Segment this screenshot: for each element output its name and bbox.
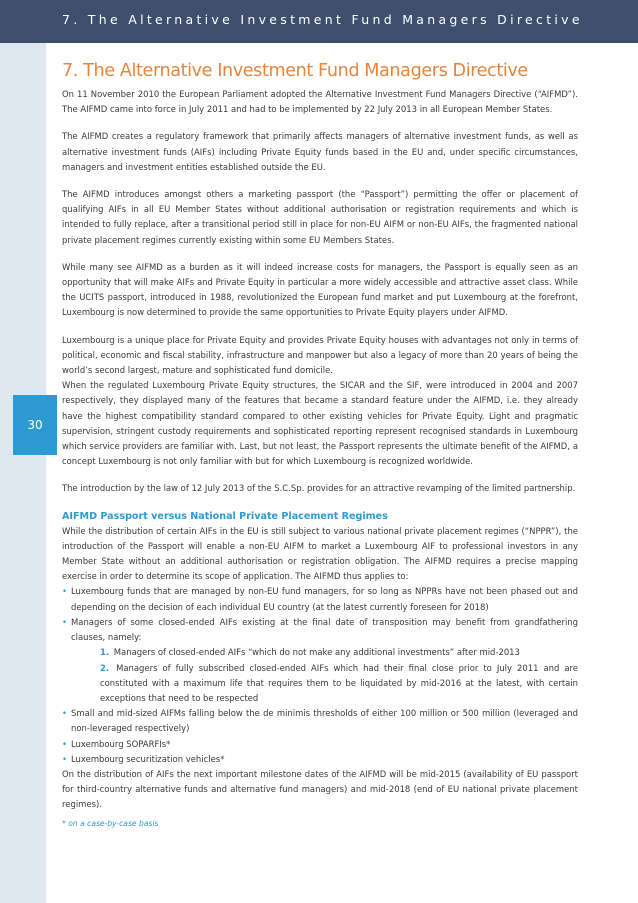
section-heading: AIFMD Passport versus National Private Placement Regimes (62, 510, 388, 522)
list-item (62, 752, 578, 767)
sub-list-item (91, 661, 578, 707)
paragraph: While many see AIFMD as a burden as it will indeed increase costs for managers, the Passport is equally seen as an opportunity that will make AIFs and Private Equity in particular a more widely accessible and attractive asset class. While the UCITS passport, introduced in 1988, revolutionized the European fund market and put Luxembourg at the forefront, Luxembourg is now determined to provide the same opportunities to Private Equity players under AIFMD. (62, 261, 578, 318)
sub-item-number: 1. (100, 647, 110, 658)
sub-item-number: 2. (100, 662, 110, 673)
scope-list (62, 584, 578, 766)
bullet-icon: • (62, 738, 67, 749)
grandfathering-list (71, 645, 578, 706)
closing-paragraph: On the distribution of AIFs the next important milestone dates of the AIFMD will be mid-2015 (availability of EU passport for third-country alternative funds and alternative fund managers) and mid-2018 (end of EU national private placement regimes). (62, 768, 578, 810)
main-content (62, 61, 578, 828)
list-item (62, 706, 578, 736)
section-intro: While the distribution of certain AIFs in the EU is still subject to various national private placement regimes (“NPPR”), the introduction of the Passport will enable a non-EU AIFM to market a Luxembourg AIF to professional investors in any Member State without an additional authorisation or registration obligation. The AIFMD requires a precise mapping exercise in order to determine its scope of application. The AIFMD thus applies to: (62, 525, 578, 582)
footnote: * on a case-by-case basis (62, 818, 159, 828)
list-item-text: Luxembourg SOPARFIs* (71, 738, 171, 749)
bullet-icon: • (62, 586, 67, 597)
page-number: 30 (13, 395, 57, 455)
sub-item-text: Managers of fully subscribed closed-ended AIFs which had their final close prior to July 2011 and are constituted with a maximum life that requires them to be liquidated by mid-2016 at the latest, with certain exceptions that need to be respected (100, 662, 578, 703)
list-item-text: Luxembourg securitization vehicles* (71, 753, 225, 764)
sidebar-band (0, 43, 46, 903)
list-item-text: Managers of some closed-ended AIFs existing at the final date of transposition may benefit from grandfathering clauses, namely: (71, 616, 578, 643)
list-item-text: Small and mid-sized AIFMs falling below the de minimis thresholds of either 100 million or 500 million (leveraged and non-leveraged respectively) (71, 708, 578, 734)
page-title: 7. The Alternative Investment Fund Managers Directive (62, 61, 528, 81)
paragraph: Luxembourg is a unique place for Private Equity and provides Private Equity houses with advantages not only in terms of political, economic and fiscal stability, infrastructure and manpower but also a legacy of more than 20 years of being the world’s second largest, mature and sophisticated fund domicile. (62, 334, 578, 376)
page-header (0, 0, 638, 43)
sub-item-text: Managers of closed-ended AIFs “which do not make any additional investments” after mid-2013 (113, 647, 520, 658)
bullet-icon: • (62, 616, 67, 627)
list-item (62, 615, 578, 706)
list-item (62, 584, 578, 614)
sub-list-item (91, 645, 578, 660)
paragraph: When the regulated Luxembourg Private Equity structures, the SICAR and the SIF, were introduced in 2004 and 2007 respectively, they displayed many of the features that became a standard feature under the AIFMD, i.e. they already have the highest compatibility standard compared to other existing vehicles for Private Equity. Light and pragmatic supervision, stringent custody requirements and sophisticated reporting represent recognised standards in Luxembourg which service providers are familiar with. Last, but not least, the Passport represents the ultimate benefit of the AIFMD, a concept Luxembourg is not only familiar with but for which Luxembourg is recognized worldwide. (62, 380, 578, 467)
bullet-icon: • (62, 708, 67, 719)
list-item-text: Luxembourg funds that are managed by non-EU fund managers, for so long as NPPRs have not been phased out and depending on the decision of each individual EU country (at the latest currently foreseen for 2018) (71, 586, 578, 612)
paragraph: The AIFMD creates a regulatory framework that primarily affects managers of alternative investment funds, as well as alternative investment funds (AIFs) including Private Equity funds based in the EU and, under specific circumstances, managers and investment entities established outside the EU. (62, 131, 578, 172)
bullet-icon: • (62, 753, 67, 764)
paragraph: The introduction by the law of 12 July 2013 of the S.C.Sp. provides for an attractive revamping of the limited partnership. (62, 483, 576, 494)
paragraph: On 11 November 2010 the European Parliament adopted the Alternative Investment Fund Managers Directive (“AIFMD”). The AIFMD came into force in July 2011 and had to be implemented by 22 July 2013 in all European Member States. (62, 89, 578, 115)
list-item (62, 737, 578, 752)
paragraph: The AIFMD introduces amongst others a marketing passport (the “Passport”) permitting the offer or placement of qualifying AIFs in all EU Member States without additional authorisation or registration requirements and which is intended to fully replace, after a transitional period still in place for non-EU AIFM or non-EU AIFs, the fragmented national private placement regimes currently existing within some EU Members States. (62, 189, 578, 245)
header-title: 7. The Alternative Investment Fund Managers Directive (62, 12, 583, 27)
